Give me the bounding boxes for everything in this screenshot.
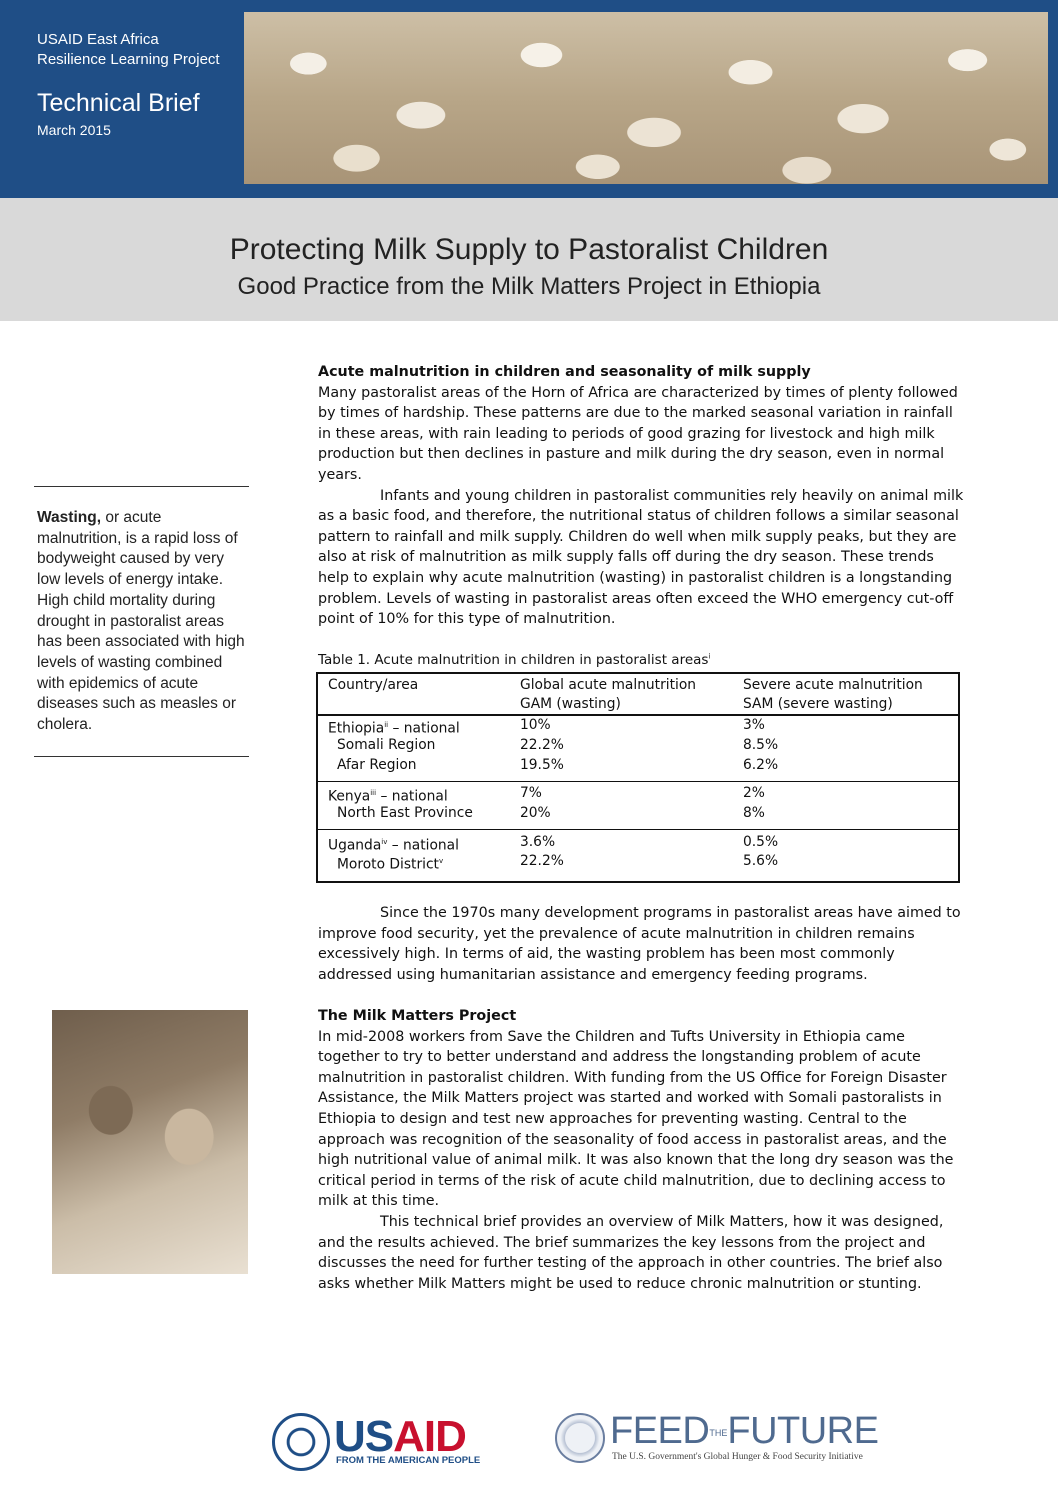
header-gam-line-2: GAM (wasting) — [520, 696, 621, 712]
sidebar-term: Wasting, — [37, 509, 102, 526]
row-gam: 20% — [520, 805, 551, 821]
row-sam: 8.5% — [743, 737, 779, 753]
row-gam: 10% — [520, 717, 551, 733]
row-country: Afar Region — [337, 757, 417, 773]
country-suffix: – national — [388, 720, 460, 737]
row-gam: 3.6% — [520, 834, 556, 850]
row-gam: 22.2% — [520, 853, 564, 869]
country-name: Moroto District — [337, 856, 439, 873]
header-gam-line-1: Global acute malnutrition — [520, 677, 697, 693]
brief-type: Technical Brief — [37, 89, 200, 117]
page-title: Protecting Milk Supply to Pastoralist Children — [229, 233, 829, 266]
row-sam: 2% — [743, 785, 765, 801]
section-heading-seasonality: Acute malnutrition in children and seasonality of milk supply — [318, 364, 811, 380]
country-name: Uganda — [328, 837, 382, 854]
row-gam: 7% — [520, 785, 542, 801]
header-sam-line-2: SAM (severe wasting) — [743, 696, 893, 712]
section-seasonality — [318, 362, 968, 630]
row-country — [328, 852, 443, 875]
footnote-ref: v — [438, 857, 444, 865]
section-aid-context — [318, 903, 968, 985]
paragraph: Many pastoralist areas of the Horn of Africa are characterized by times of plenty followed by times of hardship. These patterns are due to the marked seasonal variation in rainfall in these areas, with rain leading to periods of good grazing for livestock and high milk production but then declines in pasture and milk during the dry season, even in normal years. — [318, 384, 958, 483]
org-line-1: USAID East Africa — [37, 31, 159, 48]
sidebar-definition: or acute malnutrition, is a rapid loss of bodyweight caused by very low levels of energy intake. High child mortality during drought in pastoralist areas has been associated with high levels of wasting combined with epidemics of acute diseases such as measles or cholera. — [37, 509, 245, 734]
table-caption-text: Table 1. Acute malnutrition in children in pastoralist areas — [318, 652, 709, 668]
ftf-future: FUTURE — [727, 1410, 879, 1452]
row-sam: 0.5% — [743, 834, 779, 850]
us-government-seal-icon — [555, 1413, 605, 1463]
org-line-2: Resilience Learning Project — [37, 51, 220, 68]
footnote-ref: ii — [384, 721, 389, 729]
row-sam: 5.6% — [743, 853, 779, 869]
table-group-divider — [318, 829, 958, 830]
table-header — [318, 674, 958, 716]
usaid-logo-us: US — [334, 1412, 394, 1461]
feed-the-future-tagline: The U.S. Government's Global Hunger & Food Security Initiative — [612, 1452, 863, 1462]
paragraph: This technical brief provides an overview of Milk Matters, how it was designed, and the results achieved. The brief summarizes the key lessons from the project and discusses the need for further testing of the approach in other countries. The brief also asks whether Milk Matters might be used to reduce chronic malnutrition or stunting. — [318, 1213, 944, 1292]
usaid-logo-aid: AID — [393, 1412, 466, 1461]
footnote-ref: iv — [381, 838, 388, 846]
mother-child-photo — [52, 1010, 248, 1274]
usaid-seal-icon — [272, 1413, 330, 1471]
row-sam: 8% — [743, 805, 765, 821]
row-sam: 6.2% — [743, 757, 779, 773]
paragraph: Since the 1970s many development programs in pastoralist areas have aimed to improve food security, yet the prevalence of acute malnutrition in children remains excessively high. In terms of aid, the wasting problem has been most commonly addressed using humanitarian assistance and emergency feeding programs. — [318, 905, 961, 983]
goat-herd-photo — [244, 12, 1048, 184]
footnote-ref: iii — [370, 789, 377, 797]
section-milk-matters — [318, 1006, 968, 1294]
country-suffix: – national — [387, 837, 459, 854]
ftf-the: THE — [709, 1427, 728, 1438]
brief-date: March 2015 — [37, 122, 111, 138]
sidebar-definition-box — [37, 508, 247, 736]
header-country: Country/area — [328, 677, 419, 693]
row-country: North East Province — [337, 805, 473, 821]
country-suffix: – national — [376, 788, 448, 805]
usaid-tagline: FROM THE AMERICAN PEOPLE — [336, 1455, 481, 1466]
header-band — [0, 0, 1058, 198]
section-heading-milk-matters: The Milk Matters Project — [318, 1008, 517, 1024]
table-caption-ref: i — [708, 652, 711, 661]
sidebar-bottom-rule — [34, 756, 249, 757]
paragraph: Infants and young children in pastoralist communities rely heavily on animal milk as a basic food, and therefore, the nutritional status of children follows a similar seasonal pattern to rainfall and milk supply. Children do well when milk supply peaks, but they are also at risk of malnutrition as milk supply falls off during the dry season. These trends help to explain why acute malnutrition (wasting) in pastoralist children is a longstanding problem. Levels of wasting in pastoralist areas often exceed the WHO emergency cut-off point of 10% for this type of malnutrition. — [318, 487, 964, 628]
org-name — [37, 30, 220, 70]
page-subtitle: Good Practice from the Milk Matters Project in Ethiopia — [237, 273, 821, 300]
country-name: Kenya — [328, 788, 371, 805]
row-gam: 19.5% — [520, 757, 564, 773]
sidebar-top-rule — [34, 486, 249, 487]
paragraph: In mid-2008 workers from Save the Children and Tufts University in Ethiopia came together to try to better understand and address the longstanding problem of acute malnutrition in pastoralist children. With funding from the US Office for Foreign Disaster Assistance, the Milk Matters project was started and worked with Somali pastoralists in Ethiopia to design and test new approaches for preventing wasting. Central to the approach was recognition of the seasonality of food access in pastoralist areas, and the high nutritional value of animal milk. It was also known that the long dry season was the critical period in terms of the risk of acute child malnutrition, due to declining access to milk at this time. — [318, 1028, 954, 1210]
row-sam: 3% — [743, 717, 765, 733]
row-country: Somali Region — [337, 737, 436, 753]
feed-the-future-logo — [610, 1410, 878, 1453]
ftf-feed: FEED — [610, 1410, 710, 1452]
malnutrition-table — [316, 672, 960, 883]
table-group-divider — [318, 781, 958, 782]
row-gam: 22.2% — [520, 737, 564, 753]
header-sam-line-1: Severe acute malnutrition — [743, 677, 923, 693]
table-caption — [318, 652, 710, 668]
country-name: Ethiopia — [328, 720, 385, 737]
